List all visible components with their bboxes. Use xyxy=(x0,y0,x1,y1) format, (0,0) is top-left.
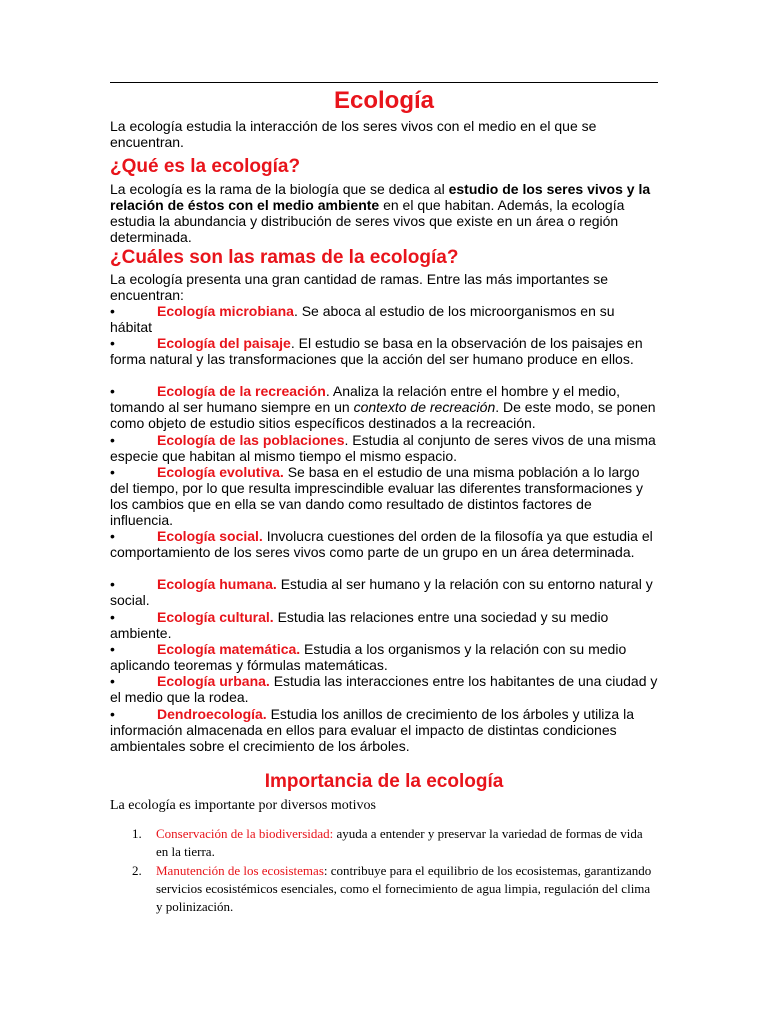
branch-text: Estudia las relaciones entre una sociedad y su medio ambiente. xyxy=(110,609,609,641)
branch-label: Ecología cultural. xyxy=(157,609,274,625)
page-title: Ecología xyxy=(333,87,435,114)
branch-label: Ecología de la recreación xyxy=(157,383,326,399)
item-number: 1. xyxy=(132,826,142,841)
section-heading-importancia: Importancia de la ecología xyxy=(264,771,504,792)
list-item xyxy=(110,303,658,335)
bullet-icon: • xyxy=(110,335,115,351)
italic-text: contexto de recreación xyxy=(353,399,496,415)
bullet-icon: • xyxy=(110,303,115,319)
top-rule xyxy=(110,82,658,83)
bullet-icon: • xyxy=(110,673,115,689)
list-item xyxy=(110,383,658,431)
bullet-icon: • xyxy=(110,609,115,625)
item-label: Conservación de la biodiversidad: xyxy=(156,826,334,841)
branch-label: Dendroecología. xyxy=(157,706,267,722)
list-item xyxy=(110,335,658,367)
item-body: ayuda a entender y preservar la variedad de formas de vida en la tierra. xyxy=(156,826,643,859)
bullet-icon: • xyxy=(110,432,115,448)
item-label: Manutención de los ecosistemas xyxy=(156,863,324,878)
bullet-icon: • xyxy=(110,383,115,399)
intro-paragraph: La ecología estudia la interacción de los seres vivos con el medio en el que se encuentran. xyxy=(110,118,597,150)
bullet-icon: • xyxy=(110,641,115,657)
branch-text: . Analiza la relación entre el hombre y el medio, tomando al ser humano siempre en un xyxy=(110,383,621,415)
branch-text: . Se aboca al estudio de los microorganismos en su hábitat xyxy=(110,303,615,335)
bullet-icon: • xyxy=(110,706,115,722)
branch-text: . El estudio se basa en la observación de los paisajes en forma natural y las transformaciones que la acción del ser humano produce en ellos. xyxy=(110,335,643,367)
branch-label: Ecología del paisaje xyxy=(157,335,291,351)
list-item xyxy=(110,673,658,705)
bullet-icon: • xyxy=(110,464,115,480)
list-item xyxy=(110,609,658,641)
list-item xyxy=(110,576,658,608)
item-number: 2. xyxy=(132,863,142,878)
section-heading-que-es: ¿Qué es la ecología? xyxy=(110,156,301,177)
list-item xyxy=(110,528,658,560)
numbered-item xyxy=(132,862,652,916)
importancia-intro: La ecología es importante por diversos motivos xyxy=(110,798,376,813)
numbered-item xyxy=(132,825,652,861)
text: La ecología es la rama de la biología que se dedica al xyxy=(110,181,449,197)
branch-label: Ecología urbana. xyxy=(157,673,270,689)
bullet-icon: • xyxy=(110,528,115,544)
text: en el que habitan. Además, la ecología estudia la abundancia y distribución de seres vivos que existe en un área o región determinada. xyxy=(110,197,625,245)
branch-label: Ecología social. xyxy=(157,528,263,544)
branch-text: Estudia a los organismos y la relación con su medio aplicando teoremas y fórmulas matemáticas. xyxy=(110,641,627,673)
branch-label: Ecología microbiana xyxy=(157,303,294,319)
item-text xyxy=(132,825,652,861)
que-es-paragraph xyxy=(110,181,658,245)
list-item xyxy=(110,706,658,754)
branch-text: . De este modo, se ponen como objeto de estudio sitios específicos destinados a la recreación. xyxy=(110,399,656,431)
list-item xyxy=(110,464,658,528)
branch-text: Estudia las interacciones entre los habitantes de una ciudad y el medio que la rodea. xyxy=(110,673,658,705)
branch-label: Ecología de las poblaciones xyxy=(157,432,345,448)
branch-label: Ecología evolutiva. xyxy=(157,464,284,480)
item-body: : contribuye para el equilibrio de los ecosistemas, garantizando servicios ecosistémicos esenciales, como el fornecimiento de agua limpia, regulación del clima y polinización. xyxy=(156,863,652,914)
list-item xyxy=(110,432,658,464)
item-text xyxy=(132,862,652,916)
branch-text: Involucra cuestiones del orden de la filosofía ya que estudia el comportamiento de los seres vivos como parte de un grupo en un área determinada. xyxy=(110,528,653,560)
ramas-intro: La ecología presenta una gran cantidad de ramas. Entre las más importantes se encuentran: xyxy=(110,271,609,303)
list-item xyxy=(110,641,658,673)
bold-text: estudio de los seres vivos y la relación de éstos con el medio ambiente xyxy=(110,181,651,213)
branch-text: Estudia al ser humano y la relación con su entorno natural y social. xyxy=(110,576,653,608)
branch-text: Estudia los anillos de crecimiento de los árboles y utiliza la información almacenada en ellos para evaluar el impacto de distintas condiciones ambientales sobre el crecimiento de los árboles. xyxy=(110,706,634,754)
branch-text: Se basa en el estudio de una misma población a lo largo del tiempo, por lo que resulta imprescindible evaluar las diferentes transformaciones y los cambios que en ella se van dando como resultado de distintos factores de influencia. xyxy=(110,464,644,528)
branch-label: Ecología humana. xyxy=(157,576,277,592)
branch-label: Ecología matemática. xyxy=(157,641,301,657)
section-heading-ramas: ¿Cuáles son las ramas de la ecología? xyxy=(110,247,459,268)
branch-text: . Estudia al conjunto de seres vivos de una misma especie que habitan al mismo tiempo el mismo espacio. xyxy=(110,432,656,464)
bullet-icon: • xyxy=(110,576,115,592)
